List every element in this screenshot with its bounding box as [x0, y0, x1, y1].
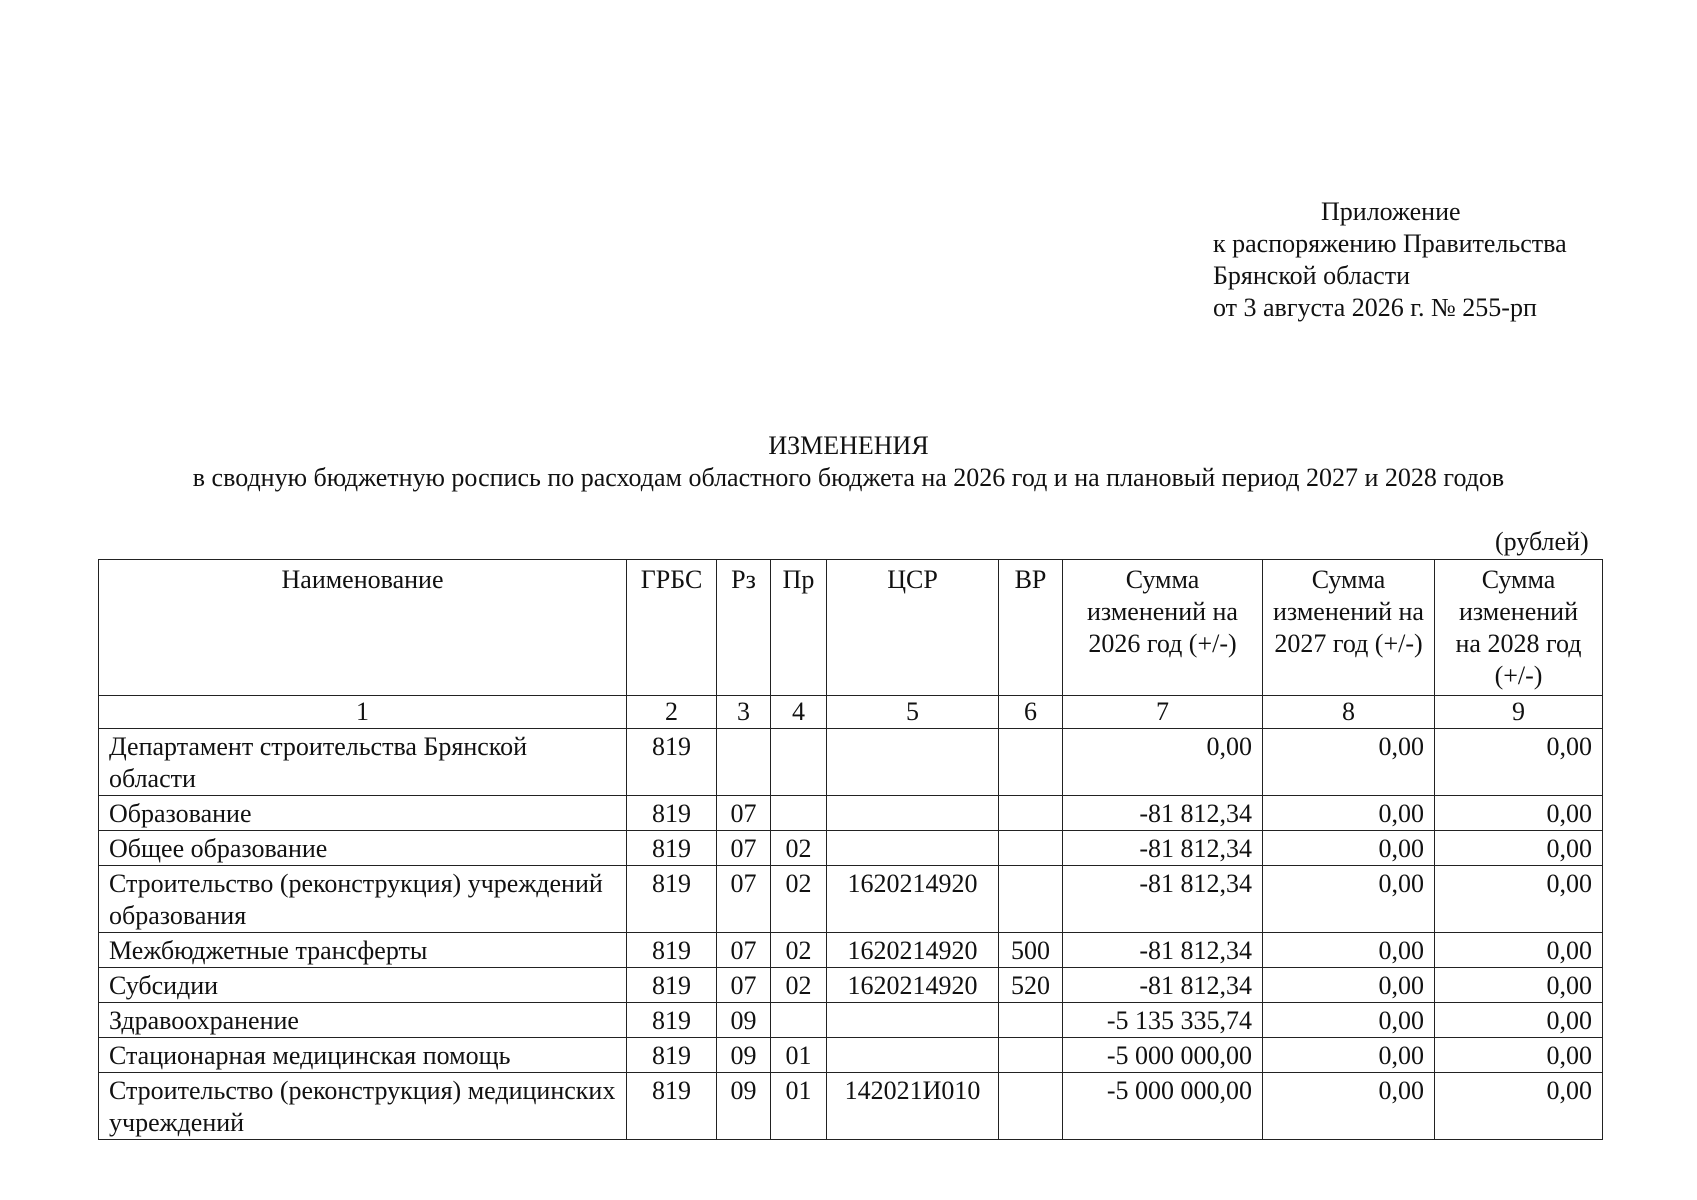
cell-sum-2028: 0,00	[1435, 866, 1603, 933]
appendix-block	[1213, 196, 1567, 324]
column-number: 1	[99, 696, 627, 729]
header-sum-2027: Сумма изменений на 2027 год (+/-)	[1263, 560, 1435, 696]
cell-sum-2026: -81 812,34	[1063, 831, 1263, 866]
cell-name: Субсидии	[99, 968, 627, 1003]
header-csr: ЦСР	[827, 560, 999, 696]
column-number: 5	[827, 696, 999, 729]
cell-pr	[771, 729, 827, 796]
column-number: 6	[999, 696, 1063, 729]
header-sum-2028: Сумма изменений на 2028 год (+/-)	[1435, 560, 1603, 696]
cell-vr	[999, 1003, 1063, 1038]
cell-sum-2026: -81 812,34	[1063, 866, 1263, 933]
header-pr: Пр	[771, 560, 827, 696]
cell-sum-2027: 0,00	[1263, 1003, 1435, 1038]
cell-vr: 520	[999, 968, 1063, 1003]
cell-sum-2028: 0,00	[1435, 1003, 1603, 1038]
table-row	[99, 866, 1603, 933]
appendix-line-3: от 3 августа 2026 г. № 255-рп	[1213, 293, 1537, 322]
cell-name: Здравоохранение	[99, 1003, 627, 1038]
column-number: 7	[1063, 696, 1263, 729]
column-number: 2	[627, 696, 717, 729]
cell-grbs: 819	[627, 796, 717, 831]
column-number-row	[99, 696, 1603, 729]
table-row	[99, 796, 1603, 831]
cell-csr: 1620214920	[827, 866, 999, 933]
cell-grbs: 819	[627, 831, 717, 866]
cell-sum-2027: 0,00	[1263, 933, 1435, 968]
cell-name: Строительство (реконструкция) медицинских учреждений	[99, 1073, 627, 1140]
cell-name: Межбюджетные трансферты	[99, 933, 627, 968]
cell-vr	[999, 796, 1063, 831]
cell-grbs: 819	[627, 933, 717, 968]
cell-rz: 07	[717, 933, 771, 968]
cell-grbs: 819	[627, 866, 717, 933]
cell-pr: 01	[771, 1073, 827, 1140]
cell-csr: 142021И010	[827, 1073, 999, 1140]
cell-sum-2026: -81 812,34	[1063, 796, 1263, 831]
cell-rz	[717, 729, 771, 796]
cell-rz: 09	[717, 1038, 771, 1073]
cell-sum-2027: 0,00	[1263, 831, 1435, 866]
cell-sum-2026: -5 000 000,00	[1063, 1038, 1263, 1073]
cell-sum-2027: 0,00	[1263, 968, 1435, 1003]
cell-csr: 1620214920	[827, 933, 999, 968]
header-sum-2026: Сумма изменений на 2026 год (+/-)	[1063, 560, 1263, 696]
cell-sum-2027: 0,00	[1263, 796, 1435, 831]
cell-name: Департамент строительства Брянской области	[99, 729, 627, 796]
cell-grbs: 819	[627, 729, 717, 796]
cell-rz: 07	[717, 831, 771, 866]
cell-rz: 09	[717, 1003, 771, 1038]
cell-name: Стационарная медицинская помощь	[99, 1038, 627, 1073]
cell-sum-2026: -5 135 335,74	[1063, 1003, 1263, 1038]
table-row	[99, 968, 1603, 1003]
cell-grbs: 819	[627, 968, 717, 1003]
cell-pr: 01	[771, 1038, 827, 1073]
column-number: 3	[717, 696, 771, 729]
cell-pr	[771, 796, 827, 831]
table-row	[99, 1038, 1603, 1073]
column-number: 9	[1435, 696, 1603, 729]
header-grbs: ГРБС	[627, 560, 717, 696]
header-name: Наименование	[99, 560, 627, 696]
cell-vr: 500	[999, 933, 1063, 968]
cell-sum-2028: 0,00	[1435, 1038, 1603, 1073]
cell-pr: 02	[771, 866, 827, 933]
cell-csr	[827, 796, 999, 831]
budget-changes-table	[98, 559, 1603, 1140]
units-label: (рублей)	[1495, 527, 1589, 556]
appendix-line-1: к распоряжению Правительства	[1213, 229, 1567, 258]
header-vr: ВР	[999, 560, 1063, 696]
cell-vr	[999, 729, 1063, 796]
cell-sum-2026: -5 000 000,00	[1063, 1073, 1263, 1140]
cell-grbs: 819	[627, 1038, 717, 1073]
cell-sum-2028: 0,00	[1435, 968, 1603, 1003]
cell-pr: 02	[771, 831, 827, 866]
cell-csr: 1620214920	[827, 968, 999, 1003]
cell-csr	[827, 1038, 999, 1073]
cell-vr	[999, 1073, 1063, 1140]
cell-pr: 02	[771, 968, 827, 1003]
cell-sum-2028: 0,00	[1435, 729, 1603, 796]
column-number: 8	[1263, 696, 1435, 729]
table-row	[99, 831, 1603, 866]
column-number: 4	[771, 696, 827, 729]
cell-name: Образование	[99, 796, 627, 831]
cell-sum-2028: 0,00	[1435, 1073, 1603, 1140]
cell-csr	[827, 729, 999, 796]
cell-sum-2027: 0,00	[1263, 729, 1435, 796]
cell-sum-2027: 0,00	[1263, 866, 1435, 933]
appendix-title: Приложение	[1321, 197, 1461, 226]
cell-rz: 07	[717, 796, 771, 831]
cell-sum-2028: 0,00	[1435, 933, 1603, 968]
cell-sum-2028: 0,00	[1435, 831, 1603, 866]
cell-vr	[999, 866, 1063, 933]
cell-sum-2027: 0,00	[1263, 1038, 1435, 1073]
cell-name: Строительство (реконструкция) учреждений образования	[99, 866, 627, 933]
table-row	[99, 933, 1603, 968]
cell-rz: 09	[717, 1073, 771, 1140]
cell-sum-2027: 0,00	[1263, 1073, 1435, 1140]
cell-grbs: 819	[627, 1073, 717, 1140]
document-subtitle: в сводную бюджетную роспись по расходам областного бюджета на 2026 год и на плановый период 2027 и 2028 годов	[192, 463, 1505, 492]
document-title: ИЗМЕНЕНИЯ	[768, 431, 929, 460]
table-row	[99, 1003, 1603, 1038]
cell-vr	[999, 831, 1063, 866]
appendix-line-2: Брянской области	[1213, 261, 1410, 290]
cell-grbs: 819	[627, 1003, 717, 1038]
cell-pr	[771, 1003, 827, 1038]
header-row	[99, 560, 1603, 696]
cell-csr	[827, 1003, 999, 1038]
cell-csr	[827, 831, 999, 866]
table-row	[99, 1073, 1603, 1140]
document-heading	[0, 430, 1697, 494]
cell-sum-2026: -81 812,34	[1063, 933, 1263, 968]
header-rz: Рз	[717, 560, 771, 696]
cell-rz: 07	[717, 866, 771, 933]
table-row	[99, 729, 1603, 796]
cell-sum-2026: -81 812,34	[1063, 968, 1263, 1003]
cell-sum-2026: 0,00	[1063, 729, 1263, 796]
cell-sum-2028: 0,00	[1435, 796, 1603, 831]
cell-rz: 07	[717, 968, 771, 1003]
cell-name: Общее образование	[99, 831, 627, 866]
cell-vr	[999, 1038, 1063, 1073]
cell-pr: 02	[771, 933, 827, 968]
